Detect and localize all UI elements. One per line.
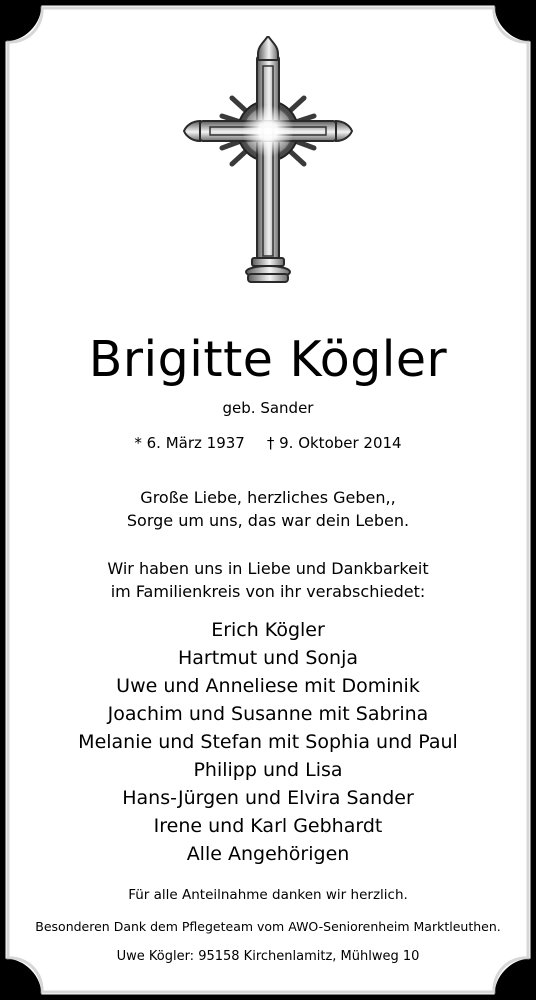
ornate-cross-icon [182,36,354,284]
special-thanks-line: Besonderen Dank dem Pflegeteam vom AWO-Seniorenheim Marktleuthen. [35,919,501,934]
memorial-verse [0,486,536,532]
mourner-entry: Alle Angehörigen [186,843,350,865]
mourner-entry: Melanie und Stefan mit Sophia und Paul [78,731,458,753]
mourner-entry: Hans-Jürgen und Elvira Sander [122,787,414,809]
contact-address: Uwe Kögler: 95158 Kirchenlamitz, Mühlweg 10 [116,949,420,964]
mourner-entry: Hartmut und Sonja [177,647,359,669]
mourner-entry: Erich Kögler [211,619,325,641]
farewell-statement [0,557,536,603]
mourner-entry: Joachim und Susanne mit Sabrina [107,703,429,725]
mourner-entry: Philipp und Lisa [193,759,343,781]
farewell-line: Wir haben uns in Liebe und Dankbarkeit [107,559,429,578]
verse-line: Sorge um uns, das war dein Leben. [126,511,410,530]
mourner-entry: Irene und Karl Gebhardt [153,815,383,837]
deceased-name: Brigitte Kögler [88,331,448,388]
birth-date: * 6. März 1937 [134,434,245,452]
maiden-name: geb. Sander [222,399,314,417]
mourners-list [0,616,536,868]
verse-line: Große Liebe, herzliches Geben,, [140,488,396,507]
thanks-line: Für alle Anteilnahme danken wir herzlich. [128,887,408,903]
death-date: † 9. Oktober 2014 [266,434,402,452]
farewell-line: im Familienkreis von ihr verabschiedet: [110,582,426,601]
mourner-entry: Uwe und Anneliese mit Dominik [116,675,420,697]
life-dates [0,433,536,453]
